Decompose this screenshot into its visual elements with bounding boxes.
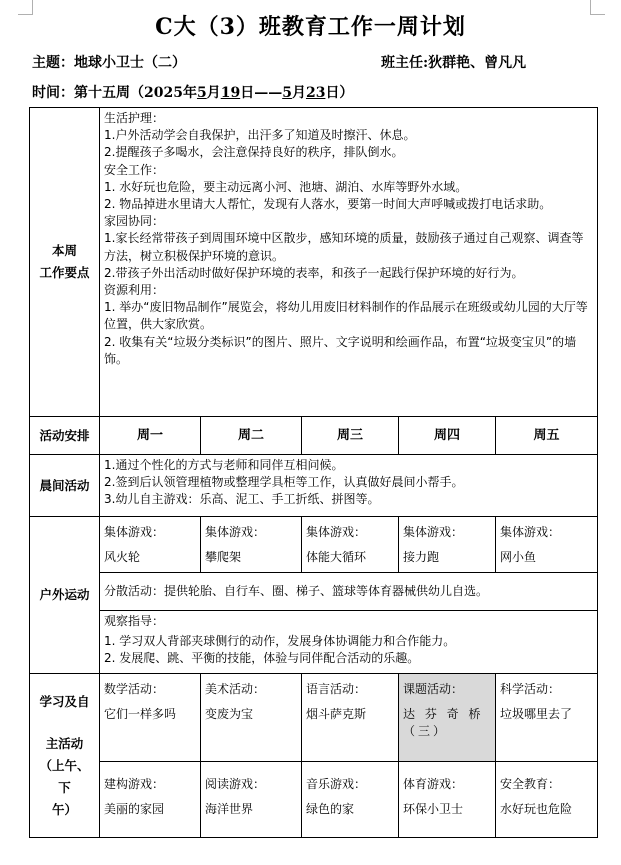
day-monday: 周一 (100, 417, 201, 455)
morning-line: 3.幼儿自主游戏：乐高、泥工、手工折纸、拼图等。 (104, 492, 380, 507)
teacher-label: 班主任:狄群艳、曾凡凡 (381, 55, 527, 71)
key-point-line: 安全工作： (104, 162, 165, 177)
key-point-line: 1. 举办“废旧物品制作”展览会，将幼儿用废旧材料制作的作品展示在班级或幼儿园的大厅等位置，供大家欣赏。 (104, 300, 588, 332)
learning-label: 学习及自 主活动 （上午、下 午） (30, 674, 100, 838)
guide-line: 2. 发展爬、跳、平衡的技能，体验与同伴配合活动的乐趣。 (104, 651, 420, 666)
learning-cell: 科学活动： 垃圾哪里去了 (496, 674, 598, 762)
key-point-line: 2. 收集有关“垃圾分类标识”的图片、照片、文字说明和绘画作品，布置“垃圾变宝贝”的墙饰。 (104, 334, 577, 366)
day-thursday: 周四 (399, 417, 496, 455)
guide-title: 观察指导： (104, 614, 165, 628)
page-title: C大（3）班教育工作一周计划 (155, 14, 466, 40)
time-text-2: 日—— (240, 85, 283, 101)
schedule-row (30, 417, 598, 455)
guide-line: 1. 学习双人背部夹球侧行的动作，发展身体协调能力和合作能力。 (104, 634, 456, 649)
start-day: 19 (220, 85, 241, 101)
end-day: 23 (305, 85, 326, 101)
time-line (32, 82, 353, 102)
theme-label: 主题：地球小卫士（二） (32, 55, 186, 71)
morning-label: 晨间活动 (30, 455, 100, 517)
weekly-plan-table (29, 107, 598, 838)
outdoor-game-cell: 集体游戏： 网小鱼 (496, 517, 598, 573)
outdoor-game-cell: 集体游戏： 攀爬架 (201, 517, 302, 573)
learning-cell-highlighted: 课题活动： 达 芬 奇 桥（三） (399, 674, 496, 762)
key-point-line: 家园协同： (104, 214, 165, 229)
key-points-label: 本周 工作要点 (30, 108, 100, 417)
learning-cell: 安全教育： 水好玩也危险 (496, 762, 598, 838)
learning-cell: 美术活动： 变废为宝 (201, 674, 302, 762)
day-tuesday: 周二 (201, 417, 302, 455)
learning-cell: 音乐游戏： 绿色的家 (302, 762, 399, 838)
learning-cell: 语言活动： 烟斗萨克斯 (302, 674, 399, 762)
outdoor-split-activity: 分散活动：提供轮胎、自行车、圈、梯子、篮球等体育器械供幼儿自选。 (100, 573, 598, 611)
end-month: 5 (282, 85, 292, 101)
day-wednesday: 周三 (302, 417, 399, 455)
morning-line: 2.签到后认领管理植物或整理学具柜等工作，认真做好晨间小帮手。 (104, 475, 464, 490)
day-friday: 周五 (496, 417, 598, 455)
learning-cell: 阅读游戏： 海洋世界 (201, 762, 302, 838)
start-month: 5 (196, 85, 207, 101)
key-point-line: 2.带孩子外出活动时做好保护环境的表率，和孩子一起践行保护环境的好行为。 (104, 265, 524, 280)
key-point-line: 资源利用： (104, 283, 165, 298)
learning-cell: 建构游戏： 美丽的家园 (100, 762, 201, 838)
outdoor-guide-row (30, 611, 598, 674)
key-point-line: 2.提醒孩子多喝水，会注意保持良好的秩序，排队倒水。 (104, 145, 404, 160)
outdoor-guide (100, 611, 598, 674)
key-points-content (100, 108, 598, 417)
key-point-line: 1.户外活动学会自我保护，出汗多了知道及时擦汗、休息。 (104, 128, 416, 143)
learning-cell: 体育游戏： 环保小卫士 (399, 762, 496, 838)
morning-content (100, 455, 598, 517)
schedule-label: 活动安排 (30, 417, 100, 455)
outdoor-game-cell: 集体游戏： 风火轮 (100, 517, 201, 573)
time-prefix: 时间：第十五周（2025年 (32, 85, 197, 101)
key-point-line: 1. 水好玩也危险，要主动远离小河、池塘、湖泊、水库等野外水域。 (104, 179, 468, 194)
key-point-line: 1.家长经常带孩子到周围环境中区散步，感知环境的质量，鼓励孩子通过自己观察、调查等方法，树立积极保护环境的意识。 (104, 231, 584, 263)
learning-row-2 (30, 762, 598, 838)
time-text-1: 月 (206, 85, 221, 101)
outdoor-game-cell: 集体游戏： 体能大循环 (302, 517, 399, 573)
outdoor-games-row (30, 517, 598, 573)
time-text-3: 月 (291, 85, 306, 101)
learning-cell: 数学活动： 它们一样多吗 (100, 674, 201, 762)
key-point-line: 2. 物品掉进水里请大人帮忙，发现有人落水，要第一时间大声呼喊或拨打电话求助。 (104, 197, 552, 212)
time-text-4: 日） (325, 85, 354, 101)
morning-row (30, 455, 598, 517)
key-points-row (30, 108, 598, 417)
key-point-line: 生活护理： (104, 111, 165, 125)
outdoor-game-cell: 集体游戏： 接力跑 (399, 517, 496, 573)
outdoor-split-row (30, 573, 598, 611)
learning-row-1 (30, 674, 598, 762)
outdoor-label: 户外运动 (30, 517, 100, 674)
morning-line: 1.通过个性化的方式与老师和同伴互相问候。 (104, 458, 344, 472)
